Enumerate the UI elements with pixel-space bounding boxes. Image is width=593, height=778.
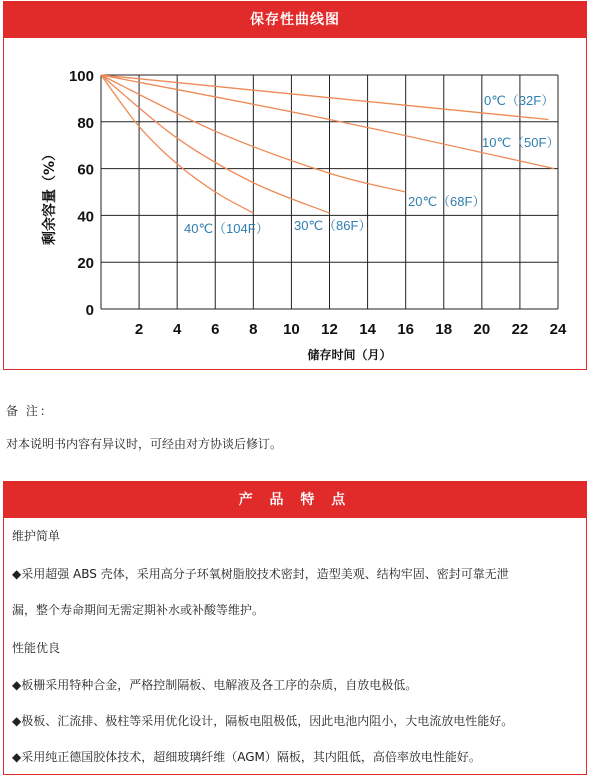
y-tick-label: 100: [68, 68, 94, 85]
storage-curve-panel: [3, 1, 587, 370]
x-tick-label: 6: [211, 321, 220, 338]
y-tick-label: 40: [77, 208, 94, 226]
note-label: 备 注：: [6, 404, 54, 418]
x-tick-label: 4: [172, 321, 182, 338]
feature-item-abs-case: ◆采用超强 ABS 壳体，采用高分子环氧树脂胶技术密封，造型美观、结构牢固、密封可靠无泄: [12, 567, 509, 581]
series-label: 10℃（50F）: [482, 135, 560, 150]
series-label: 0℃（32F）: [484, 93, 555, 108]
y-tick-label: 0: [85, 302, 94, 319]
storage-curve-chart: [4, 38, 585, 368]
feature-item-gel-agm: ◆采用纯正德国胶体技术，超细玻璃纤维（AGM）隔板，其内阻低，高倍率放电性能好。: [12, 750, 481, 764]
x-tick-label: 14: [359, 321, 376, 338]
x-tick-label: 2: [134, 321, 144, 338]
feature-heading-performance: 性能优良: [12, 641, 61, 655]
y-tick-label: 80: [77, 114, 94, 132]
x-tick-label: 22: [511, 321, 529, 338]
features-title: 产 品 特 点: [4, 482, 586, 518]
feature-item-grid-alloy: ◆板栅采用特种合金，严格控制隔板、电解液及各工序的杂质，自放电极低。: [12, 678, 418, 692]
series-label: 40℃（104F）: [184, 221, 269, 236]
x-tick-label: 18: [435, 321, 453, 338]
x-axis-label: 储存时间（月）: [307, 348, 392, 362]
feature-item-plate-design: ◆极板、汇流排、极柱等采用优化设计，隔板电阻极低，因此电池内阻小，大电流放电性能好。: [12, 714, 514, 728]
x-tick-label: 10: [283, 321, 300, 338]
y-tick-label: 20: [77, 255, 94, 273]
x-tick-label: 16: [397, 321, 415, 338]
feature-item-abs-case-cont: 漏，整个寿命期间无需定期补水或补酸等维护。: [12, 603, 265, 617]
feature-heading-maintenance: 维护简单: [12, 529, 61, 543]
series-label: 20℃（68F）: [408, 194, 486, 209]
y-tick-label: 60: [77, 161, 94, 179]
x-tick-label: 24: [549, 321, 567, 338]
y-axis-label: 剩余容量（%）: [42, 146, 58, 246]
note-text: 对本说明书内容有异议时，可经由对方协谈后修订。: [6, 437, 283, 451]
x-tick-label: 20: [473, 321, 491, 338]
x-tick-label: 12: [321, 321, 338, 338]
product-features-panel: [3, 481, 587, 775]
x-tick-label: 8: [249, 321, 258, 338]
series-label: 30℃（86F）: [294, 218, 372, 233]
chart-section-title: 保存性曲线图: [4, 2, 586, 38]
